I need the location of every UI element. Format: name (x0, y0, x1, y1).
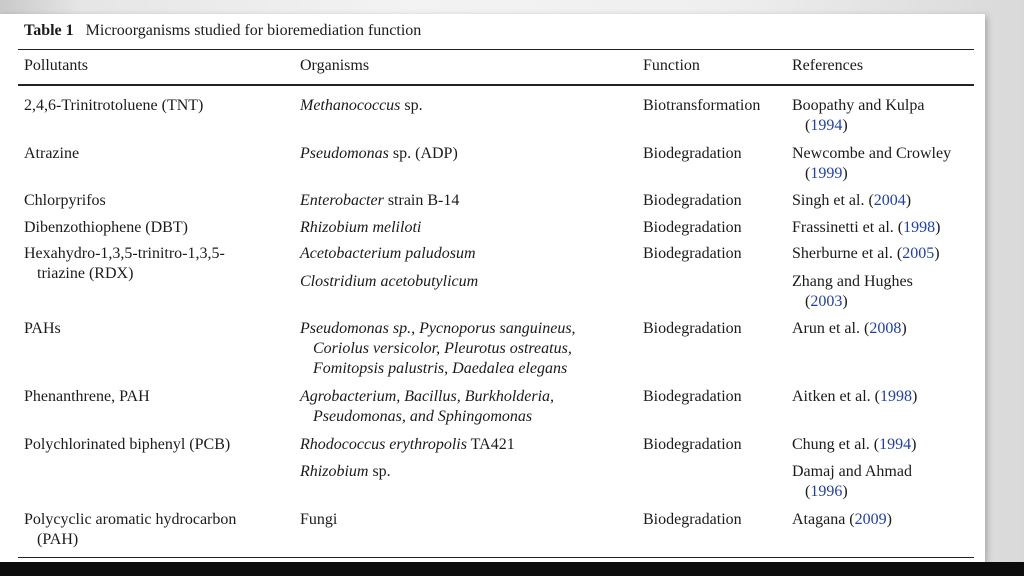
document-page (0, 14, 985, 562)
table-row-organism: Pseudomonas sp. (ADP) (300, 145, 458, 162)
reference-year-link[interactable]: 1996 (810, 483, 843, 500)
bottom-rule (18, 557, 974, 558)
reference-year-link[interactable]: 1994 (879, 436, 912, 453)
table-row-organism: Rhizobium meliloti (300, 219, 422, 236)
table-row-reference: Frassinetti et al. (1998) (792, 219, 941, 236)
table-row-function: Biodegradation (643, 320, 742, 337)
table-row-pollutant: 2,4,6-Trinitrotoluene (TNT) (24, 97, 204, 114)
table-row-reference: Newcombe and Crowley (1999) (792, 145, 952, 182)
table-row-organism: Enterobacter strain B-14 (300, 192, 460, 209)
table-row-pollutant: Polychlorinated biphenyl (PCB) (24, 436, 231, 453)
reference-year-link[interactable]: 2005 (902, 245, 935, 262)
table-row-organism: Fungi (300, 511, 338, 528)
header-pollutants: Pollutants (24, 57, 89, 74)
table-row-pollutant: Chlorpyrifos (24, 192, 106, 209)
table-row-function: Biodegradation (643, 145, 742, 162)
header-references: References (792, 57, 864, 74)
reference-year-link[interactable]: 2008 (869, 320, 902, 337)
reference-year-link[interactable]: 1998 (903, 219, 936, 236)
table-row-reference: Singh et al. (2004) (792, 192, 912, 209)
table-row-function: Biodegradation (643, 436, 742, 453)
reference-year-link[interactable]: 2009 (854, 511, 887, 528)
table-row-function: Biotransformation (643, 97, 761, 114)
table-row-reference: Aitken et al. (1998) (792, 388, 918, 405)
table-row-organism: Rhodococcus erythropolis TA421 (300, 436, 515, 453)
table-row-pollutant: Polycyclic aromatic hydrocarbon (PAH) (24, 511, 237, 548)
table-row-function: Biodegradation (643, 219, 742, 236)
table-row-organism: Rhizobium sp. (300, 463, 391, 480)
table-row-pollutant: Dibenzothiophene (DBT) (24, 219, 188, 236)
table-row-reference: Atagana (2009) (792, 511, 892, 528)
table-row-organism: Pseudomonas sp., Pycnoporus sanguineus, Coriolus versicolor, Pleurotus ostreatus, Fomitopsis palustris, Daedalea elegans (300, 320, 576, 377)
table-row-pollutant: PAHs (24, 320, 61, 337)
reference-year-link[interactable]: 1998 (879, 388, 912, 405)
table-row-reference: Chung et al. (1994) (792, 436, 917, 453)
table-row-organism: Methanococcus sp. (300, 97, 423, 114)
reference-year-link[interactable]: 2003 (810, 293, 843, 310)
table-row-reference: Arun et al. (2008) (792, 320, 907, 337)
table-row-organism: Agrobacterium, Bacillus, Burkholderia, Pseudomonas, and Sphingomonas (300, 388, 555, 425)
table-row-function: Biodegradation (643, 245, 742, 262)
table-row-reference: Boopathy and Kulpa (1994) (792, 97, 925, 134)
table-row-function: Biodegradation (643, 511, 742, 528)
table-row-function: Biodegradation (643, 388, 742, 405)
table-row-reference: Damaj and Ahmad (1996) (792, 463, 912, 500)
table-row-pollutant: Hexahydro-1,3,5-trinitro-1,3,5- triazine (RDX) (24, 245, 225, 282)
table-row-pollutant: Phenanthrene, PAH (24, 388, 150, 405)
header-organisms: Organisms (300, 57, 370, 74)
header-rule (18, 84, 974, 86)
table-title: Microorganisms studied for bioremediation function (85, 22, 422, 39)
top-rule (18, 49, 974, 50)
table-label: Table 1 (24, 22, 74, 39)
reference-year-link[interactable]: 1999 (810, 165, 843, 182)
table-row-reference: Zhang and Hughes (2003) (792, 273, 913, 310)
table-row-organism: Clostridium acetobutylicum (300, 273, 479, 290)
table-caption (24, 22, 421, 40)
header-function: Function (643, 57, 700, 74)
table-row-function: Biodegradation (643, 192, 742, 209)
screen-bottom-bar (0, 562, 1024, 576)
table-row-reference: Sherburne et al. (2005) (792, 245, 940, 262)
reference-year-link[interactable]: 1994 (810, 117, 843, 134)
table-row-pollutant: Atrazine (24, 145, 80, 162)
reference-year-link[interactable]: 2004 (873, 192, 906, 209)
table-row-organism: Acetobacterium paludosum (300, 245, 476, 262)
